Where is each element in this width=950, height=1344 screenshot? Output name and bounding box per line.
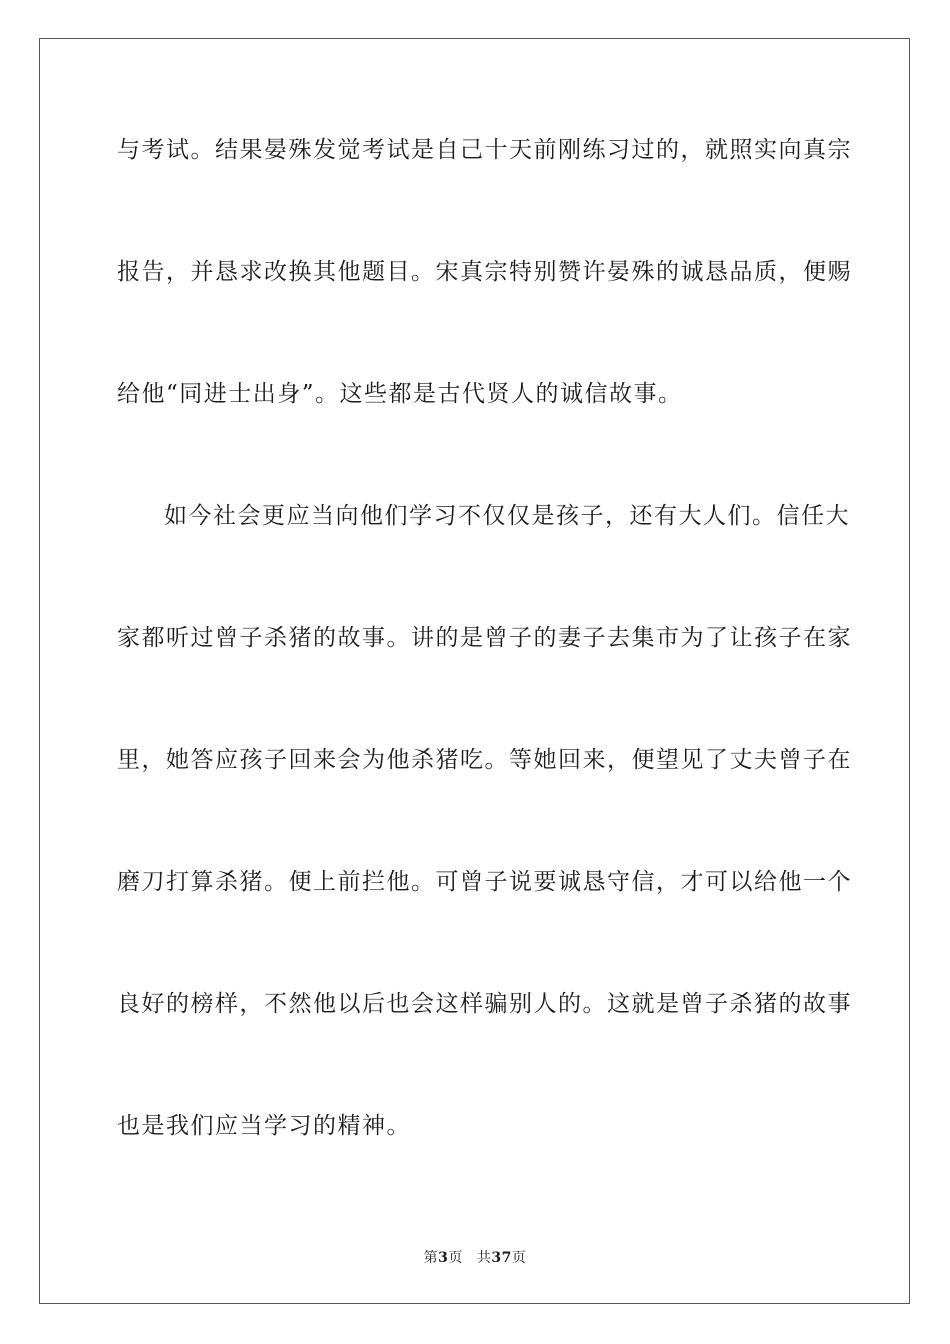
paragraph-line: 给他“同进士出身”。这些都是古代贤人的诚信故事。 — [117, 381, 683, 407]
paragraph-line: 里，她答应孩子回来会为他杀猪吃。等她回来，便望见了丈夫曾子在 — [117, 747, 852, 773]
paragraph-line: 与考试。结果晏殊发觉考试是自己十天前刚练习过的，就照实向真宗 — [117, 137, 852, 163]
total-pages: 37 — [491, 1250, 512, 1266]
page-number: 3 — [438, 1250, 449, 1266]
total-label-prefix: 共 — [476, 1250, 492, 1266]
paragraph-line: 报告，并恳求改换其他题目。宋真宗特别赞许晏殊的诚恳品质，便赐 — [117, 259, 852, 285]
paragraph-line: 也是我们应当学习的精神。 — [117, 1113, 411, 1139]
page-label-prefix: 第 — [423, 1250, 439, 1266]
total-label-suffix: 页 — [511, 1250, 527, 1266]
page-label-suffix: 页 — [448, 1250, 463, 1266]
document-body — [117, 120, 852, 1218]
page-footer — [0, 1247, 950, 1267]
paragraph-line: 家都听过曾子杀猪的故事。讲的是曾子的妻子去集市为了让孩子在家 — [117, 625, 852, 651]
paragraph-line: 良好的榜样，不然他以后也会这样骗别人的。这就是曾子杀猪的故事 — [117, 991, 852, 1017]
paragraph-line: 磨刀打算杀猪。便上前拦他。可曾子说要诚恳守信，才可以给他一个 — [117, 869, 852, 895]
paragraph-line: 如今社会更应当向他们学习不仅仅是孩子，还有大人们。信任大 — [164, 503, 850, 529]
